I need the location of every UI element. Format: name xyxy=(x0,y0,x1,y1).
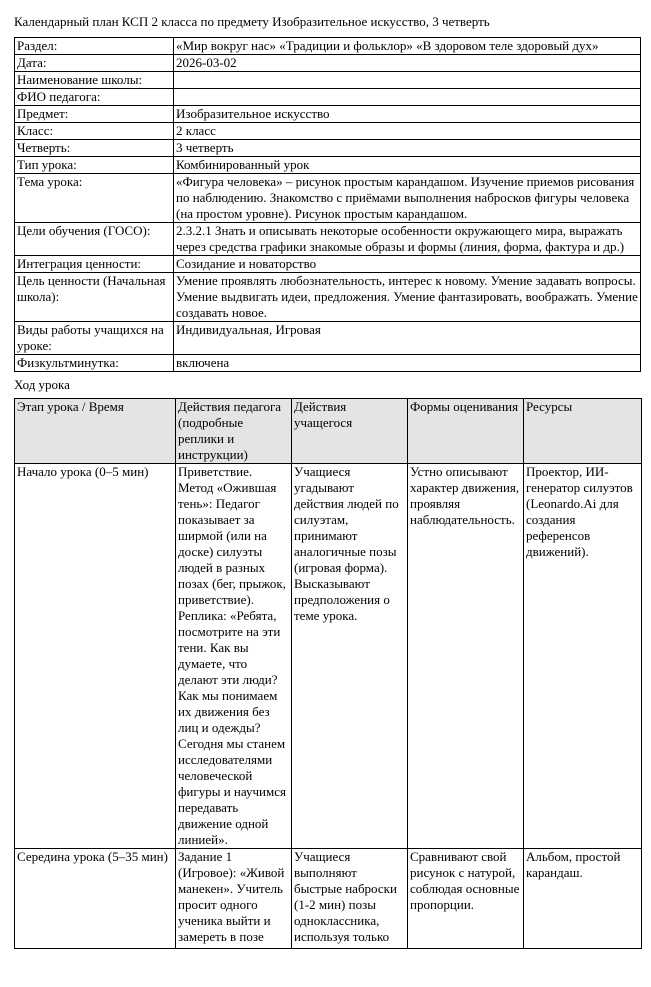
table-row xyxy=(15,849,642,949)
info-value: «Фигура человека» – рисунок простым карандашом. Изучение приемов рисования по наблюдению. Знакомство с приёмами выполнения набросков фигуры человека (на простом уровне). Рисунок простым карандашом. xyxy=(174,174,641,223)
info-row xyxy=(15,123,641,140)
info-row xyxy=(15,106,641,123)
info-label: Наименование школы: xyxy=(15,72,174,89)
cell-text: Альбом, простой карандаш. xyxy=(526,849,621,880)
info-row xyxy=(15,55,641,72)
lesson-plan-table xyxy=(14,398,642,949)
resources-cell xyxy=(524,849,642,949)
info-row xyxy=(15,38,641,55)
info-label: Раздел: xyxy=(15,38,174,55)
student-actions-cell: Учащиеся угадывают действия людей по силуэтам, принимают аналогичные позы (игровая форма). Высказывают предположения о теме урока. xyxy=(292,464,408,849)
info-value: Созидание и новаторство xyxy=(174,256,641,273)
info-value: «Мир вокруг нас» «Традиции и фольклор» «В здоровом теле здоровый дух» xyxy=(174,38,641,55)
info-value: Умение проявлять любознательность, интерес к новому. Умение задавать вопросы. Умение выдвигать идеи, предложения. Умение фантазировать, воображать. Умение создавать новое. xyxy=(174,273,641,322)
info-row xyxy=(15,157,641,174)
info-value: Комбинированный урок xyxy=(174,157,641,174)
info-label: Класс: xyxy=(15,123,174,140)
cell-text: Сравнивают свой рисунок с натурой, соблюдая основные пропорции. xyxy=(410,849,520,912)
info-row xyxy=(15,273,641,322)
column-header: Формы оценивания xyxy=(408,399,524,464)
info-value: 3 четверть xyxy=(174,140,641,157)
info-value: 2.3.2.1 Знать и описывать некоторые особенности окружающего мира, выражать через средства графики знакомые образы и формы (линия, форма, фактура и др.) xyxy=(174,223,641,256)
stage-cell xyxy=(15,849,176,949)
info-label: Цель ценности (Начальная школа): xyxy=(15,273,174,322)
column-header: Этап урока / Время xyxy=(15,399,176,464)
page-title: Календарный план КСП 2 класса по предмету Изобразительное искусство, 3 четверть xyxy=(14,14,490,29)
info-row xyxy=(15,355,641,372)
student-actions-cell xyxy=(292,849,408,949)
info-value: Изобразительное искусство xyxy=(174,106,641,123)
info-row xyxy=(15,72,641,89)
info-row xyxy=(15,223,641,256)
info-row xyxy=(15,322,641,355)
assessment-cell xyxy=(408,849,524,949)
info-value: Индивидуальная, Игровая xyxy=(174,322,641,355)
info-row xyxy=(15,89,641,106)
info-row xyxy=(15,174,641,223)
cell-text: Учащиеся выполняют быстрые наброски (1-2 мин) позы одноклассника, используя только xyxy=(294,849,397,944)
info-label: Виды работы учащихся на уроке: xyxy=(15,322,174,355)
info-value: 2026-03-02 xyxy=(174,55,641,72)
info-value: включена xyxy=(174,355,641,372)
teacher-actions-cell: Приветствие. Метод «Ожившая тень»: Педагог показывает за ширмой (или на доске) силуэты людей в разных позах (бег, прыжок, приветствие). Реплика: «Ребята, посмотрите на эти тени. Как вы думаете, что делают эти люди? Как мы понимаем их движения без лиц и одежды? Сегодня мы станем исследователями человеческой фигуры и научимся передавать движение одной линией». xyxy=(176,464,292,849)
cell-text: Середина урока (5–35 мин) xyxy=(17,849,168,864)
table-header-row xyxy=(15,399,642,464)
info-label: Дата: xyxy=(15,55,174,72)
info-label: ФИО педагога: xyxy=(15,89,174,106)
info-row xyxy=(15,256,641,273)
cell-text: Задание 1 (Игровое): «Живой манекен». Учитель просит одного ученика выйти и замереть в позе xyxy=(178,849,285,944)
info-value: 2 класс xyxy=(174,123,641,140)
section-title: Ход урока xyxy=(14,377,70,392)
info-label: Тип урока: xyxy=(15,157,174,174)
info-label: Тема урока: xyxy=(15,174,174,223)
teacher-actions-cell xyxy=(176,849,292,949)
column-header: Ресурсы xyxy=(524,399,642,464)
info-label: Четверть: xyxy=(15,140,174,157)
column-header: Действия педагога (подробные реплики и инструкции) xyxy=(176,399,292,464)
column-header: Действия учащегося xyxy=(292,399,408,464)
assessment-cell: Устно описывают характер движения, проявляя наблюдательность. xyxy=(408,464,524,849)
info-label: Предмет: xyxy=(15,106,174,123)
stage-cell: Начало урока (0–5 мин) xyxy=(15,464,176,849)
info-label: Интеграция ценности: xyxy=(15,256,174,273)
resources-cell: Проектор, ИИ-генератор силуэтов (Leonardo.Ai для создания референсов движений). xyxy=(524,464,642,849)
lesson-info-table xyxy=(14,37,641,372)
info-value xyxy=(174,89,641,106)
info-label: Физкультминутка: xyxy=(15,355,174,372)
info-value xyxy=(174,72,641,89)
info-row xyxy=(15,140,641,157)
table-row xyxy=(15,464,642,849)
info-label: Цели обучения (ГОСО): xyxy=(15,223,174,256)
